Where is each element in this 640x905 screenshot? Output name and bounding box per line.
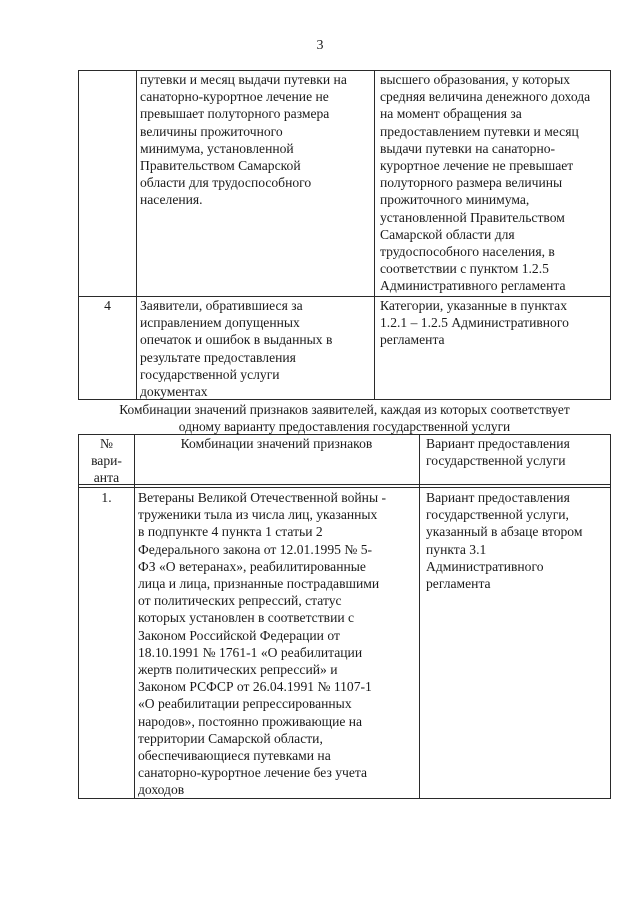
variant-row-number: 1. (101, 490, 112, 505)
row-4-applicants: Заявители, обратившиеся за исправлением допущенных опечаток и ошибок в выданных в результате предоставления государственной услуги документах (140, 298, 333, 400)
row-4-categories: Категории, указанные в пунктах 1.2.1 – 1.2.5 Административного регламента (380, 298, 569, 348)
table2-header-divider (78, 484, 611, 485)
continued-row-col3: высшего образования, у которых средняя величина денежного дохода на момент обращения за предоставлением путевки и месяц выдачи путевки на санаторно- курортное лечение не превышает полуторного размера величины прожиточного минимума, установленной Правительством Самарской области для трудоспособного населения, в соответствии с пунктом 1.2.5 Административного регламента (380, 72, 591, 294)
section-title: Комбинации значений признаков заявителей, каждая из которых соответствует одному варианту предоставления государственной услуги (119, 402, 570, 435)
table1-col-divider-2 (374, 70, 375, 400)
table2-col-divider-2 (419, 434, 420, 799)
table1-col-divider-1 (136, 70, 137, 400)
continued-row-col2: путевки и месяц выдачи путевки на санаторно-курортное лечение не превышает полуторного размера величины прожиточного минимума, установленной Правительством Самарской области для трудоспособного населения. (140, 72, 347, 208)
header-variant-number: № вари- анта (91, 436, 122, 485)
header-service-variant: Вариант предоставления государственной услуги (426, 436, 570, 469)
variant-row-combination: Ветераны Великой Отечественной войны - труженики тыла из числа лиц, указанных в подпункте 4 пункта 1 статьи 2 Федерального закона от 12.01.1995 № 5- ФЗ «О ветеранах», реабилитированные лица и лица, признанные пострадавшими от политических репрессий, статус которых установлен в соответствии с Законом Российской Федерации от 18.10.1991 № 1761-1 «О реабилитации жертв политических репрессий» и Законом РСФСР от 26.04.1991 № 1107-1 «О реабилитации репрессированных народов», постоянно проживающие на территории Самарской области, обеспечивающиеся путевками на санаторно-курортное лечение без учета доходов (138, 490, 387, 798)
table2-header-divider-inner (78, 487, 611, 488)
variant-row-service-variant: Вариант предоставления государственной услуги, указанный в абзаце втором пункта 3.1 Административного регламента (426, 490, 583, 592)
row-4-number: 4 (104, 298, 111, 313)
header-combination: Комбинации значений признаков (180, 436, 373, 451)
table2-col-divider-1 (134, 434, 135, 799)
page-number: 3 (316, 38, 324, 53)
